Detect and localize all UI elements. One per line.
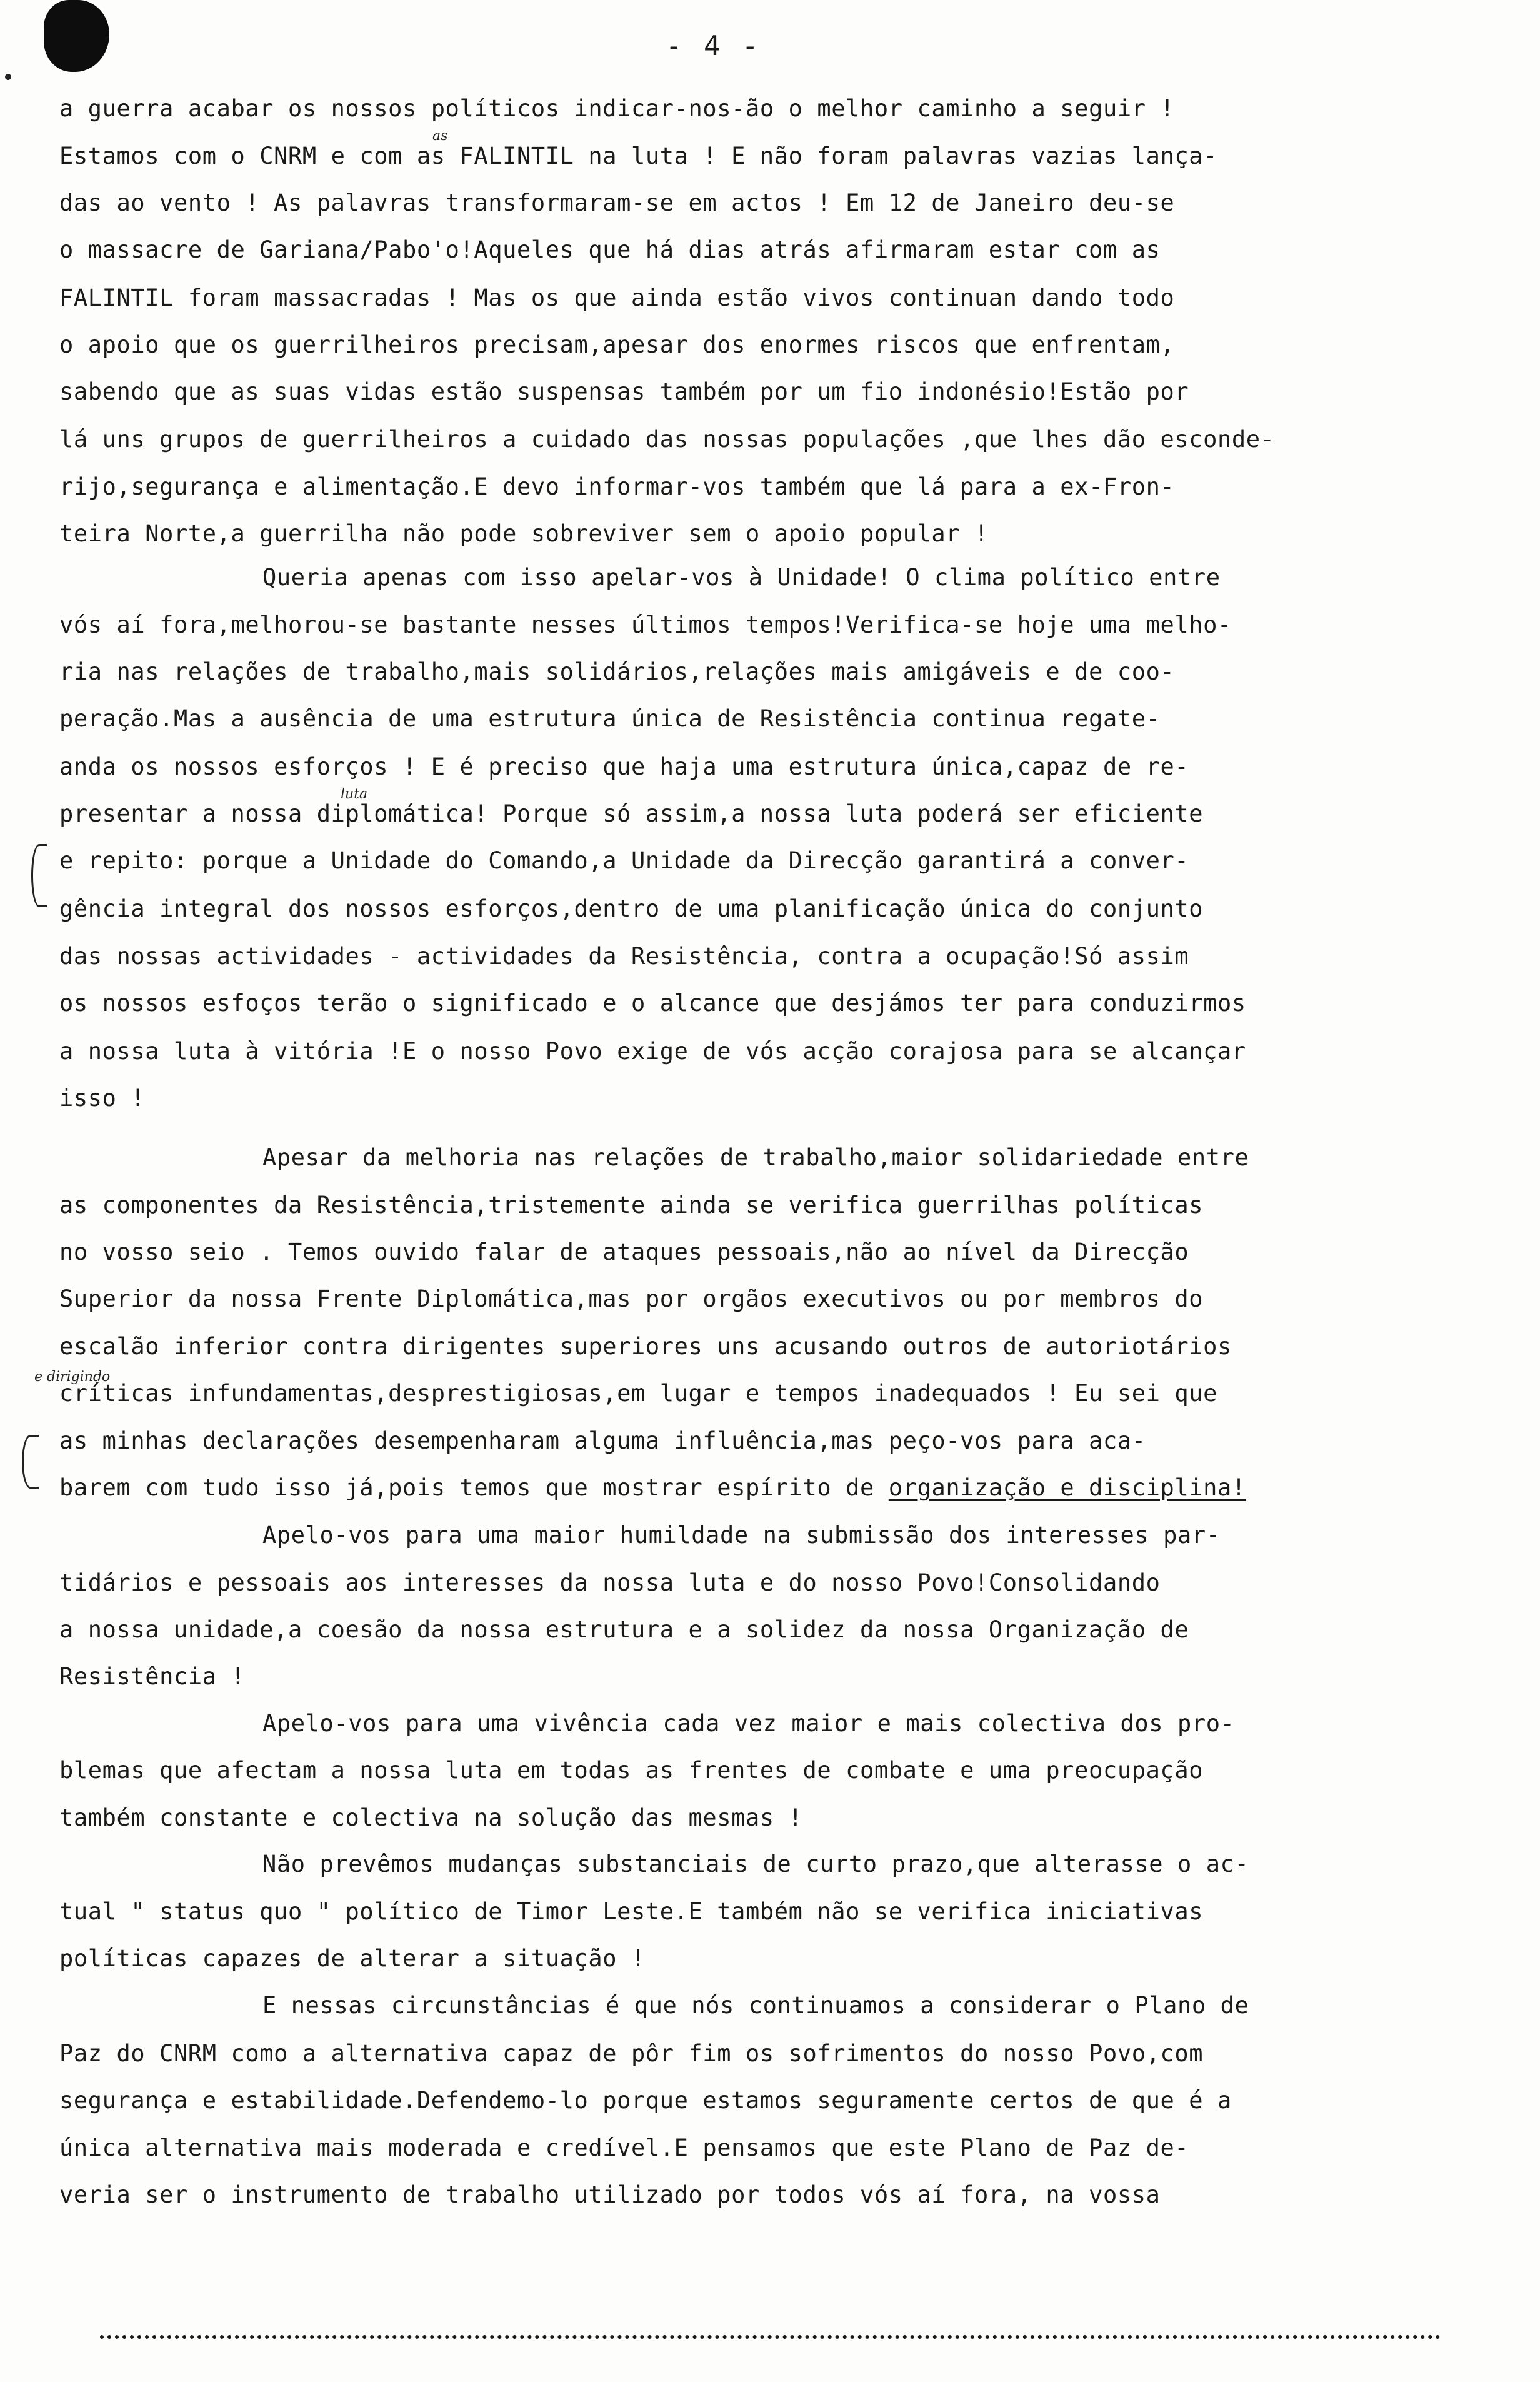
dotted-rule [100,2335,1441,2339]
margin-bracket [22,1435,39,1489]
text-line: Paz do CNRM como a alternativa capaz de pôr fim os sofrimentos do nosso Povo,com [59,2040,1204,2067]
text-line: no vosso seio . Temos ouvido falar de ataques pessoais,não ao nível da Direcção [59,1239,1189,1265]
text-line: rijo,segurança e alimentação.E devo informar-vos também que lá para a ex-Fron- [59,473,1175,500]
text-line: isso ! [59,1085,146,1112]
text-line: tidários e pessoais aos interesses da nossa luta e do nosso Povo!Consolidando [59,1569,1161,1596]
text-line: das nossas actividades - actividades da Resistência, contra a ocupação!Só assim [59,943,1189,970]
text-line: políticas capazes de alterar a situação ! [59,1945,646,1972]
text-line: gência integral dos nossos esforços,dentro de uma planificação única do conjunto [59,895,1204,922]
text-line: peração.Mas a ausência de uma estrutura única de Resistência continua regate- [59,705,1161,732]
text-line: ria nas relações de trabalho,mais solidários,relações mais amigáveis e de coo- [59,658,1175,685]
text-line: escalão inferior contra dirigentes superiores uns acusando outros de autoriotários [59,1333,1232,1360]
text-line: veria ser o instrumento de trabalho utilizado por todos vós aí fora, na vossa [59,2181,1161,2208]
text-line: a guerra acabar os nossos políticos indicar-nos-ão o melhor caminho a seguir ! [59,95,1175,122]
text-line: o apoio que os guerrilheiros precisam,apesar dos enormes riscos que enfrentam, [59,331,1175,358]
text-line: o massacre de Gariana/Pabo'o!Aqueles que há dias atrás afirmaram estar com as [59,236,1161,263]
text-line: a nossa luta à vitória !E o nosso Povo exige de vós acção corajosa para se alcançar [59,1038,1246,1065]
text-line: presentar a nossa diplomática! Porque só assim,a nossa luta poderá ser eficiente [59,800,1204,827]
margin-bracket [31,844,47,907]
text-line: sabendo que as suas vidas estão suspensas também por um fio indonésio!Estão por [59,378,1189,405]
text-line: anda os nossos esforços ! E é preciso que haja uma estrutura única,capaz de re- [59,753,1189,780]
text-line: a nossa unidade,a coesão da nossa estrutura e a solidez da nossa Organização de [59,1616,1189,1643]
text-line: Superior da nossa Frente Diplomática,mas por orgãos executivos ou por membros do [59,1285,1204,1312]
paragraph-start: E nessas circunstâncias é que nós continuamos a considerar o Plano de [262,1992,1249,2019]
text-line: teira Norte,a guerrilha não pode sobreviver sem o apoio popular ! [59,520,989,547]
paragraph-start: Queria apenas com isso apelar-vos à Unidade! O clima político entre [262,564,1221,591]
text-line: FALINTIL foram massacradas ! Mas os que ainda estão vivos continuan dando todo [59,284,1175,311]
text-line: os nossos esfoços terão o significado e o alcance que desjámos ter para conduzirmos [59,990,1246,1017]
paragraph-start: Apelo-vos para uma vivência cada vez maior e mais colectiva dos pro- [262,1710,1235,1737]
text-line: das ao vento ! As palavras transformaram-se em actos ! Em 12 de Janeiro deu-se [59,189,1175,216]
text-line [59,1474,1246,1502]
paragraph-start: Apesar da melhoria nas relações de trabalho,maior solidariedade entre [262,1144,1249,1171]
text-segment: barem com tudo isso já,pois temos que mostrar espírito de [59,1474,889,1501]
text-line: as minhas declarações desempenharam alguma influência,mas peço-vos para aca- [59,1427,1146,1454]
handwritten-note: luta [341,786,368,802]
text-line: Resistência ! [59,1663,246,1690]
text-line: segurança e estabilidade.Defendemo-lo porque estamos seguramente certos de que é a [59,2087,1232,2114]
paragraph-start: Não prevêmos mudanças substanciais de curto prazo,que alterasse o ac- [262,1851,1249,1877]
underlined-phrase: organização e disciplina! [888,1474,1246,1501]
text-line: única alternativa mais moderada e credível.E pensamos que este Plano de Paz de- [59,2134,1189,2161]
text-line: blemas que afectam a nossa luta em todas as frentes de combate e uma preocupação [59,1757,1204,1784]
text-line: vós aí fora,melhorou-se bastante nesses últimos tempos!Verifica-se hoje uma melho- [59,611,1232,638]
text-line: e repito: porque a Unidade do Comando,a Unidade da Direcção garantirá a conver- [59,847,1189,874]
text-line: as componentes da Resistência,tristemente ainda se verifica guerrilhas políticas [59,1192,1204,1219]
text-line: Estamos com o CNRM e com as FALINTIL na luta ! E não foram palavras vazias lança- [59,143,1218,169]
page-number: - 4 - [666,30,761,62]
handwritten-note: e dirigindo [34,1369,111,1385]
paragraph-start: Apelo-vos para uma maior humildade na submissão dos interesses par- [262,1522,1221,1549]
text-line: lá uns grupos de guerrilheiros a cuidado das nossas populações ,que lhes dão esconde- [59,426,1275,453]
text-line: tual " status quo " político de Timor Leste.E também não se verifica iniciativas [59,1898,1204,1925]
text-line: críticas infundamentas,desprestigiosas,em lugar e tempos inadequados ! Eu sei que [59,1380,1218,1407]
text-line: também constante e colectiva na solução das mesmas ! [59,1804,803,1831]
handwritten-note: as [432,128,448,144]
